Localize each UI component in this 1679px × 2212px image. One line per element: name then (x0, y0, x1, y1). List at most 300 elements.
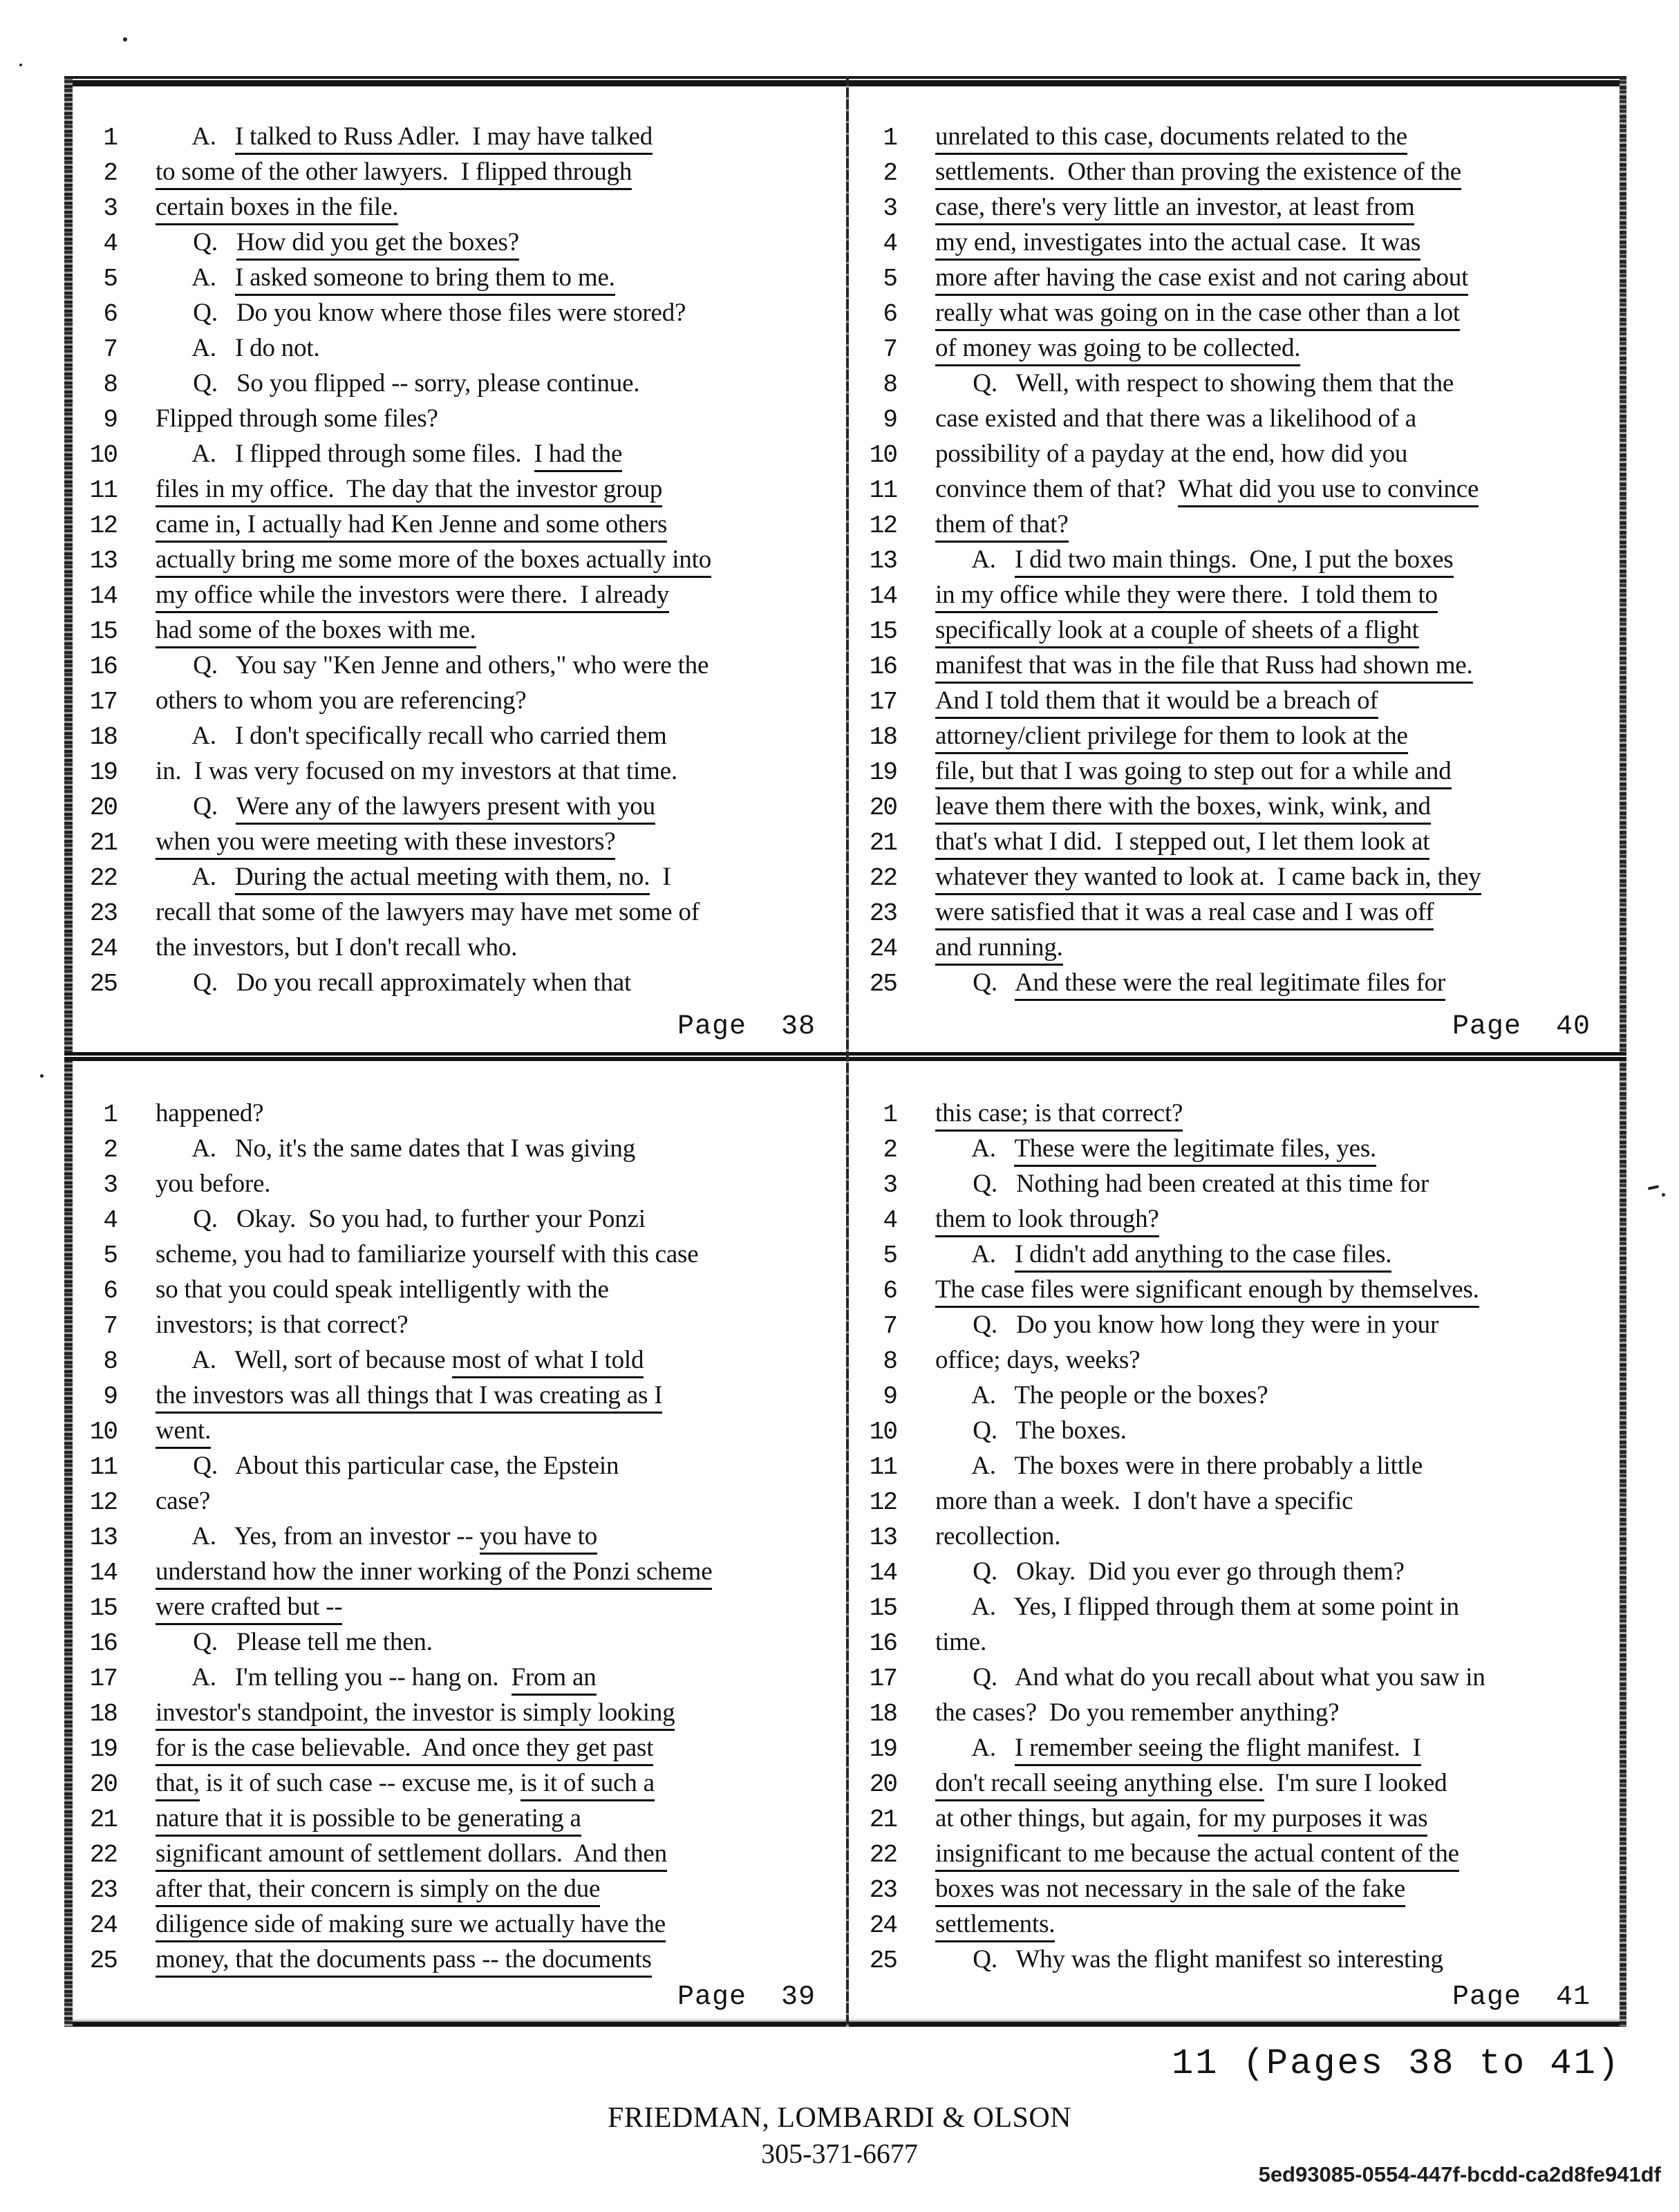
line-text: A. I didn't add anything to the case files. (935, 1237, 1618, 1272)
line-text: Q. Do you know where those files were stored? (156, 299, 686, 327)
quadrant-page-40 (852, 87, 1618, 1049)
line-text: investors; is that correct? (156, 1311, 409, 1339)
frame-border-top (64, 76, 1626, 86)
page-number-label: Page 41 (1452, 1982, 1591, 2013)
line-text: A. No, it's the same dates that I was giving (156, 1134, 636, 1163)
transcript-line (73, 1730, 843, 1765)
line-text: when you were meeting with these investors? (156, 824, 843, 859)
line-text: the investors, but I don't recall who. (156, 933, 518, 962)
transcript-line (852, 1730, 1618, 1765)
line-text: to some of the other lawyers. I flipped through (156, 154, 843, 189)
transcript-lines (852, 87, 1618, 1000)
line-number: 7 (883, 1312, 897, 1340)
transcript-line (852, 154, 1618, 189)
transcript-line (73, 1695, 843, 1730)
transcript-line (73, 189, 843, 225)
line-number: 4 (883, 229, 897, 258)
transcript-line (73, 1272, 843, 1307)
transcript-line (73, 1836, 843, 1871)
line-number: 4 (883, 1206, 897, 1235)
transcript-line (73, 154, 843, 189)
line-number: 15 (89, 1594, 117, 1622)
line-number: 14 (869, 1559, 897, 1587)
line-text: diligence side of making sure we actually have the (156, 1906, 843, 1942)
line-number: 21 (869, 829, 897, 857)
transcript-line (852, 648, 1618, 683)
line-text: And I told them that it would be a breach of (935, 683, 1618, 718)
line-text: Q. About this particular case, the Epstein (156, 1452, 619, 1480)
line-text: The case files were significant enough by themselves. (935, 1272, 1618, 1307)
line-number: 12 (869, 1488, 897, 1517)
transcript-line (73, 1801, 843, 1836)
line-number: 9 (103, 406, 117, 434)
line-text: Q. You say "Ken Jenne and others," who were the (156, 651, 709, 679)
transcript-line (73, 1413, 843, 1448)
court-reporter-firm: FRIEDMAN, LOMBARDI & OLSON (607, 2102, 1072, 2134)
line-number: 24 (89, 935, 117, 963)
line-text: so that you could speak intelligently with the (156, 1275, 609, 1304)
line-number: 3 (883, 194, 897, 223)
line-text: recall that some of the lawyers may have met some of (156, 898, 700, 926)
transcript-line (73, 577, 843, 612)
line-number: 24 (89, 1911, 117, 1940)
line-text: leave them there with the boxes, wink, wink, and (935, 789, 1618, 824)
line-number: 6 (883, 300, 897, 328)
transcript-line (852, 436, 1618, 471)
line-number: 5 (883, 1241, 897, 1270)
line-number: 9 (883, 1382, 897, 1411)
line-text: came in, I actually had Ken Jenne and some others (156, 507, 843, 542)
line-number: 10 (89, 441, 117, 469)
line-text: the investors was all things that I was creating as I (156, 1378, 843, 1413)
line-text: that's what I did. I stepped out, I let them look at (935, 824, 1618, 859)
transcript-line (852, 1871, 1618, 1906)
line-text: that, is it of such case -- excuse me, is it of such a (156, 1765, 843, 1801)
line-number: 17 (89, 688, 117, 716)
line-text: investor's standpoint, the investor is simply looking (156, 1695, 843, 1730)
transcript-line (852, 1942, 1618, 1977)
transcript-line (73, 471, 843, 507)
line-number: 7 (103, 335, 117, 364)
line-text: unrelated to this case, documents related to the (935, 119, 1618, 154)
line-text: Q. And these were the real legitimate files for (935, 965, 1618, 1000)
line-number: 24 (869, 1911, 897, 1940)
line-number: 11 (89, 1453, 117, 1481)
line-number: 24 (869, 935, 897, 963)
transcript-line (852, 1624, 1618, 1660)
line-number: 25 (89, 970, 117, 998)
line-number: 1 (883, 1100, 897, 1129)
transcript-line (73, 718, 843, 753)
line-number: 1 (103, 124, 117, 152)
transcript-line (852, 1554, 1618, 1589)
line-text: A. I did two main things. One, I put the boxes (935, 542, 1618, 577)
transcript-line (852, 1272, 1618, 1307)
transcript-line (73, 789, 843, 824)
line-number: 13 (869, 547, 897, 575)
line-number: 6 (883, 1277, 897, 1305)
line-number: 17 (869, 1665, 897, 1693)
transcript-line (852, 1096, 1618, 1131)
line-number: 11 (869, 1453, 897, 1481)
line-text: the cases? Do you remember anything? (935, 1698, 1340, 1727)
transcript-line (73, 366, 843, 401)
line-text: understand how the inner working of the Ponzi scheme (156, 1554, 843, 1589)
transcript-line (73, 1942, 843, 1977)
transcript-line (852, 1589, 1618, 1624)
line-number: 23 (89, 1876, 117, 1904)
line-number: 22 (869, 1841, 897, 1869)
line-text: my office while the investors were there. I already (156, 577, 843, 612)
vertical-divider (846, 76, 849, 2027)
document-id: 5ed93085-0554-447f-bcdd-ca2d8fe941df (1258, 2162, 1661, 2186)
scan-artifact (1662, 1193, 1665, 1197)
line-text: A. I don't specifically recall who carried them (156, 722, 667, 750)
line-text: Q. The boxes. (935, 1416, 1127, 1445)
line-number: 23 (869, 1876, 897, 1904)
line-text: A. The people or the boxes? (935, 1381, 1268, 1409)
transcript-line (852, 1131, 1618, 1166)
transcript-line (852, 577, 1618, 612)
transcript-line (73, 612, 843, 648)
quadrant-page-39 (73, 1064, 843, 2020)
transcript-line (73, 295, 843, 330)
line-text: manifest that was in the file that Russ had shown me. (935, 648, 1618, 683)
line-number: 25 (869, 970, 897, 998)
line-text: A. Well, sort of because most of what I told (156, 1342, 843, 1378)
line-text: nature that it is possible to be generating a (156, 1801, 843, 1836)
line-text: A. I flipped through some files. I had the (156, 436, 843, 471)
firm-phone: 305-371-6677 (761, 2138, 918, 2169)
transcript-line (73, 119, 843, 154)
line-number: 14 (89, 582, 117, 610)
line-number: 5 (103, 1241, 117, 1270)
line-number: 13 (89, 1524, 117, 1552)
line-text: A. During the actual meeting with them, no. I (156, 859, 843, 894)
line-number: 16 (89, 1629, 117, 1658)
line-number: 8 (883, 371, 897, 399)
transcript-line (852, 1342, 1618, 1378)
transcript-line (852, 1201, 1618, 1237)
line-text: A. Yes, from an investor -- you have to (156, 1519, 843, 1554)
line-number: 20 (89, 1770, 117, 1799)
line-text: possibility of a payday at the end, how did you (935, 440, 1408, 468)
line-text: Q. Do you recall approximately when that (156, 968, 632, 997)
line-text: time. (935, 1628, 987, 1656)
line-text: Q. So you flipped -- sorry, please continue. (156, 369, 640, 397)
line-text: others to whom you are referencing? (156, 686, 527, 715)
transcript-line (852, 1448, 1618, 1483)
line-number: 22 (869, 864, 897, 892)
line-number: 4 (103, 229, 117, 258)
line-text: were satisfied that it was a real case and I was off (935, 894, 1618, 930)
line-number: 14 (869, 582, 897, 610)
line-text: Q. Well, with respect to showing them that the (935, 369, 1454, 397)
transcript-line (73, 1096, 843, 1131)
line-text: this case; is that correct? (935, 1096, 1618, 1131)
transcript-line (73, 648, 843, 683)
line-text: money, that the documents pass -- the documents (156, 1942, 843, 1977)
line-number: 16 (869, 653, 897, 681)
line-number: 7 (883, 335, 897, 364)
line-text: at other things, but again, for my purposes it was (935, 1801, 1618, 1836)
line-text: office; days, weeks? (935, 1346, 1141, 1374)
line-number: 18 (89, 1700, 117, 1728)
line-number: 2 (883, 1136, 897, 1164)
transcript-line (852, 789, 1618, 824)
sheet-page-info: 11 (Pages 38 to 41) (1172, 2043, 1621, 2084)
line-number: 8 (103, 371, 117, 399)
line-text: Q. How did you get the boxes? (156, 225, 843, 260)
line-text: case? (156, 1487, 211, 1515)
line-text: Q. Were any of the lawyers present with you (156, 789, 843, 824)
transcript-line (852, 225, 1618, 260)
line-number: 10 (869, 1418, 897, 1446)
transcript-line (73, 1342, 843, 1378)
line-number: 15 (869, 617, 897, 646)
transcript-line (852, 1413, 1618, 1448)
line-number: 12 (89, 512, 117, 540)
line-number: 9 (103, 1382, 117, 1411)
transcript-line (852, 1906, 1618, 1942)
transcript-line (852, 1166, 1618, 1201)
line-text: in. I was very focused on my investors at that time. (156, 757, 677, 785)
line-number: 13 (869, 1524, 897, 1552)
line-number: 2 (103, 159, 117, 187)
line-number: 10 (89, 1418, 117, 1446)
quadrant-page-41 (852, 1064, 1618, 2020)
transcript-line (852, 1660, 1618, 1695)
transcript-line (73, 1519, 843, 1554)
transcript-line (73, 1554, 843, 1589)
transcript-line (852, 1765, 1618, 1801)
line-number: 19 (869, 1735, 897, 1763)
transcript-line (852, 189, 1618, 225)
scan-artifact (123, 37, 127, 41)
line-text: Q. Okay. So you had, to further your Ponzi (156, 1205, 646, 1233)
transcript-line (73, 1201, 843, 1237)
transcript-line (852, 1237, 1618, 1272)
line-text: whatever they wanted to look at. I came back in, they (935, 859, 1618, 894)
line-text: A. Yes, I flipped through them at some point in (935, 1593, 1459, 1621)
transcript-line (73, 1906, 843, 1942)
transcript-line (73, 1483, 843, 1519)
transcript-line (73, 683, 843, 718)
line-number: 15 (89, 617, 117, 646)
line-number: 21 (89, 829, 117, 857)
line-text: A. These were the legitimate files, yes. (935, 1131, 1618, 1166)
transcript-lines (73, 87, 843, 1000)
line-text: file, but that I was going to step out for a while and (935, 753, 1618, 789)
page-number-label: Page 39 (677, 1982, 816, 2013)
transcript-line (852, 330, 1618, 366)
line-number: 3 (103, 194, 117, 223)
transcript-line (852, 542, 1618, 577)
transcript-line (852, 824, 1618, 859)
line-text: really what was going on in the case other than a lot (935, 295, 1618, 330)
transcript-line (73, 859, 843, 894)
transcript-line (852, 295, 1618, 330)
line-text: after that, their concern is simply on the due (156, 1871, 843, 1906)
transcript-line (73, 436, 843, 471)
frame-border-right (1620, 76, 1626, 2027)
transcript-line (852, 1483, 1618, 1519)
line-number: 7 (103, 1312, 117, 1340)
transcript-line (73, 260, 843, 295)
line-text: were crafted but -- (156, 1589, 843, 1624)
transcript-line (73, 507, 843, 542)
line-text: scheme, you had to familiarize yourself with this case (156, 1240, 699, 1268)
line-number: 18 (89, 723, 117, 751)
line-number: 13 (89, 547, 117, 575)
line-number: 1 (883, 124, 897, 152)
line-text: happened? (156, 1099, 264, 1127)
line-number: 17 (869, 688, 897, 716)
line-text: of money was going to be collected. (935, 330, 1618, 366)
line-number: 3 (883, 1171, 897, 1199)
line-text: convince them of that? What did you use to convince (935, 471, 1618, 507)
line-text: insignificant to me because the actual content of the (935, 1836, 1618, 1871)
line-number: 14 (89, 1559, 117, 1587)
line-text: actually bring me some more of the boxes actually into (156, 542, 843, 577)
transcript-line (73, 1660, 843, 1695)
line-text: Q. Okay. Did you ever go through them? (935, 1557, 1405, 1586)
frame-border-left (64, 76, 73, 2027)
line-number: 23 (89, 899, 117, 928)
transcript-line (73, 1378, 843, 1413)
line-number: 9 (883, 406, 897, 434)
line-text: A. I remember seeing the flight manifest. I (935, 1730, 1618, 1765)
line-number: 6 (103, 1277, 117, 1305)
transcript-line (852, 119, 1618, 154)
line-number: 4 (103, 1206, 117, 1235)
line-text: files in my office. The day that the investor group (156, 471, 843, 507)
line-number: 17 (89, 1665, 117, 1693)
scan-artifact (19, 64, 22, 66)
line-text: more than a week. I don't have a specific (935, 1487, 1353, 1515)
line-number: 25 (869, 1947, 897, 1975)
line-text: attorney/client privilege for them to look at the (935, 718, 1618, 753)
transcript-line (73, 1589, 843, 1624)
transcript-line (852, 507, 1618, 542)
line-number: 11 (89, 476, 117, 505)
line-number: 20 (869, 1770, 897, 1799)
line-number: 16 (89, 653, 117, 681)
line-text: Q. And what do you recall about what you saw in (935, 1663, 1485, 1691)
line-number: 12 (89, 1488, 117, 1517)
transcript-line (852, 366, 1618, 401)
transcript-lines (73, 1064, 843, 1977)
transcript-line (852, 1307, 1618, 1342)
line-number: 8 (883, 1347, 897, 1376)
line-text: boxes was not necessary in the sale of the fake (935, 1871, 1618, 1906)
quadrant-page-38 (73, 87, 843, 1049)
line-text: them of that? (935, 507, 1618, 542)
transcript-line (73, 753, 843, 789)
line-number: 18 (869, 1700, 897, 1728)
transcript-line (852, 753, 1618, 789)
transcript-line (73, 1624, 843, 1660)
line-number: 21 (869, 1806, 897, 1834)
line-text: significant amount of settlement dollars. And then (156, 1836, 843, 1871)
line-number: 25 (89, 1947, 117, 1975)
transcript-line (852, 401, 1618, 436)
line-text: specifically look at a couple of sheets of a flight (935, 612, 1618, 648)
transcript-line (73, 930, 843, 965)
line-number: 2 (883, 159, 897, 187)
line-number: 11 (869, 476, 897, 505)
line-text: and running. (935, 930, 1618, 965)
transcript-line (73, 1871, 843, 1906)
line-number: 16 (869, 1629, 897, 1658)
line-text: had some of the boxes with me. (156, 612, 843, 648)
line-text: don't recall seeing anything else. I'm sure I looked (935, 1765, 1618, 1801)
line-number: 20 (89, 794, 117, 822)
line-text: more after having the case exist and not caring about (935, 260, 1618, 295)
transcript-line (852, 1378, 1618, 1413)
transcript-line (73, 542, 843, 577)
transcript-line (73, 1166, 843, 1201)
line-number: 10 (869, 441, 897, 469)
transcript-line (73, 1237, 843, 1272)
line-text: A. I asked someone to bring them to me. (156, 260, 843, 295)
line-text: settlements. Other than proving the existence of the (935, 154, 1618, 189)
line-number: 6 (103, 300, 117, 328)
line-number: 8 (103, 1347, 117, 1376)
line-number: 12 (869, 512, 897, 540)
transcript-line (852, 1836, 1618, 1871)
horizontal-divider (64, 1052, 1626, 1061)
transcript-line (852, 930, 1618, 965)
transcript-line (73, 1448, 843, 1483)
transcript-line (73, 1307, 843, 1342)
transcript-line (73, 965, 843, 1000)
transcript-line (852, 260, 1618, 295)
transcript-line (73, 894, 843, 930)
transcript-line (852, 1801, 1618, 1836)
transcript-line (852, 859, 1618, 894)
line-text: Q. Nothing had been created at this time for (935, 1170, 1429, 1198)
transcript-line (852, 965, 1618, 1000)
line-number: 19 (89, 758, 117, 787)
line-text: for is the case believable. And once they get past (156, 1730, 843, 1765)
line-text: Q. Why was the flight manifest so interesting (935, 1945, 1443, 1974)
line-text: went. (156, 1413, 843, 1448)
line-number: 22 (89, 1841, 117, 1869)
line-text: Q. Do you know how long they were in your (935, 1311, 1439, 1339)
line-number: 23 (869, 899, 897, 928)
transcript-line (852, 1695, 1618, 1730)
transcript-line (852, 718, 1618, 753)
transcript-line (852, 894, 1618, 930)
transcript-line (852, 471, 1618, 507)
transcript-line (73, 330, 843, 366)
line-text: Q. Please tell me then. (156, 1628, 433, 1656)
transcript-line (852, 683, 1618, 718)
page-number-label: Page 40 (1452, 1011, 1591, 1042)
transcript-frame (64, 76, 1626, 2027)
line-number: 5 (103, 265, 117, 293)
line-text: in my office while they were there. I told them to (935, 577, 1618, 612)
transcript-line (73, 401, 843, 436)
transcript-line (73, 1131, 843, 1166)
page-number-label: Page 38 (677, 1011, 816, 1042)
line-number: 15 (869, 1594, 897, 1622)
transcript-lines (852, 1064, 1618, 1977)
transcript-line (852, 612, 1618, 648)
line-number: 5 (883, 265, 897, 293)
scan-artifact (40, 1074, 44, 1078)
